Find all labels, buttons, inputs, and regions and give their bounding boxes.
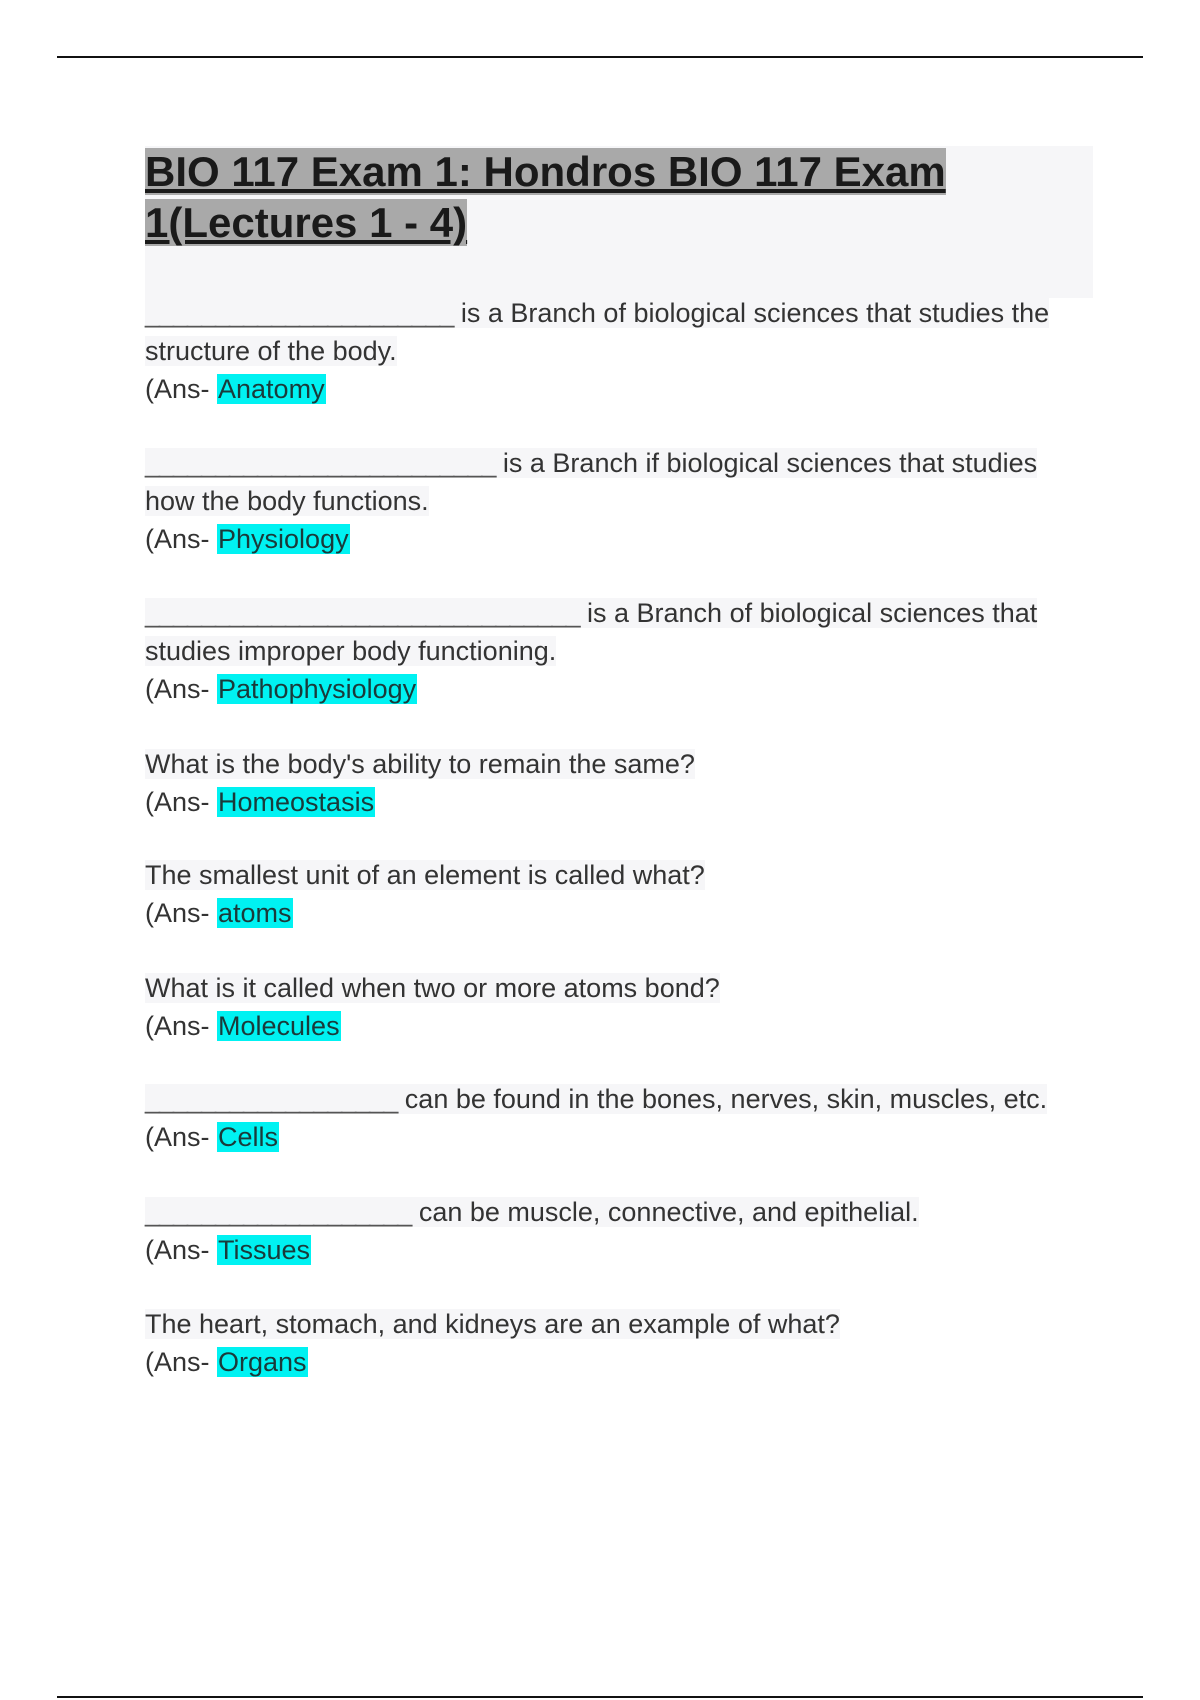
question-item — [145, 856, 1105, 932]
answer-blank: ______________________ — [145, 298, 454, 328]
question-text-continued: how the body functions. — [145, 486, 429, 516]
answer-highlight: Anatomy — [218, 374, 325, 404]
answer-line: (Ans- Pathophysiology — [145, 674, 417, 704]
answer-line: (Ans- atoms — [145, 898, 292, 928]
answer-line: (Ans- Cells — [145, 1122, 279, 1152]
question-item — [145, 444, 1105, 558]
answer-highlight: Molecules — [218, 1011, 340, 1041]
answer-highlight: Pathophysiology — [218, 674, 417, 704]
answer-line: (Ans- Physiology — [145, 524, 349, 554]
question-item — [145, 1193, 1105, 1269]
question-item — [145, 294, 1105, 408]
answer-highlight: Physiology — [218, 524, 349, 554]
page-title: BIO 117 Exam 1: Hondros BIO 117 Exam 1(Lectures 1 - 4) — [145, 148, 946, 246]
question-text: ______________________ is a Branch of biological sciences that studies the — [145, 298, 1050, 328]
question-text-continued: structure of the body. — [145, 336, 397, 366]
answer-blank: __________________ — [145, 1084, 398, 1114]
question-text: What is it called when two or more atoms bond? — [145, 973, 720, 1003]
answer-blank: _________________________ — [145, 448, 496, 478]
answer-blank: _______________________________ — [145, 598, 580, 628]
question-text-continued: studies improper body functioning. — [145, 636, 557, 666]
question-text: __________________ can be found in the bones, nerves, skin, muscles, etc. — [145, 1084, 1048, 1114]
bottom-rule — [57, 1696, 1143, 1698]
answer-line: (Ans- Molecules — [145, 1011, 340, 1041]
question-item — [145, 594, 1105, 708]
answer-highlight: Homeostasis — [218, 787, 375, 817]
question-item — [145, 969, 1105, 1045]
question-text: What is the body's ability to remain the same? — [145, 749, 695, 779]
question-text: The heart, stomach, and kidneys are an example of what? — [145, 1309, 840, 1339]
question-text: The smallest unit of an element is called what? — [145, 860, 705, 890]
answer-highlight: Tissues — [218, 1235, 311, 1265]
question-text: _________________________ is a Branch if biological sciences that studies — [145, 448, 1038, 478]
question-text: ___________________ can be muscle, connective, and epithelial. — [145, 1197, 919, 1227]
title-block — [145, 146, 1093, 298]
question-item — [145, 745, 1105, 821]
answer-highlight: Organs — [218, 1347, 307, 1377]
answer-blank: ___________________ — [145, 1197, 412, 1227]
question-item — [145, 1080, 1105, 1156]
answer-highlight: atoms — [218, 898, 292, 928]
answer-line: (Ans- Organs — [145, 1347, 307, 1377]
question-item — [145, 1305, 1105, 1381]
question-text: _______________________________ is a Branch of biological sciences that — [145, 598, 1038, 628]
top-rule — [57, 56, 1143, 58]
answer-line: (Ans- Homeostasis — [145, 787, 375, 817]
answer-highlight: Cells — [218, 1122, 279, 1152]
answer-line: (Ans- Tissues — [145, 1235, 311, 1265]
answer-line: (Ans- Anatomy — [145, 374, 325, 404]
